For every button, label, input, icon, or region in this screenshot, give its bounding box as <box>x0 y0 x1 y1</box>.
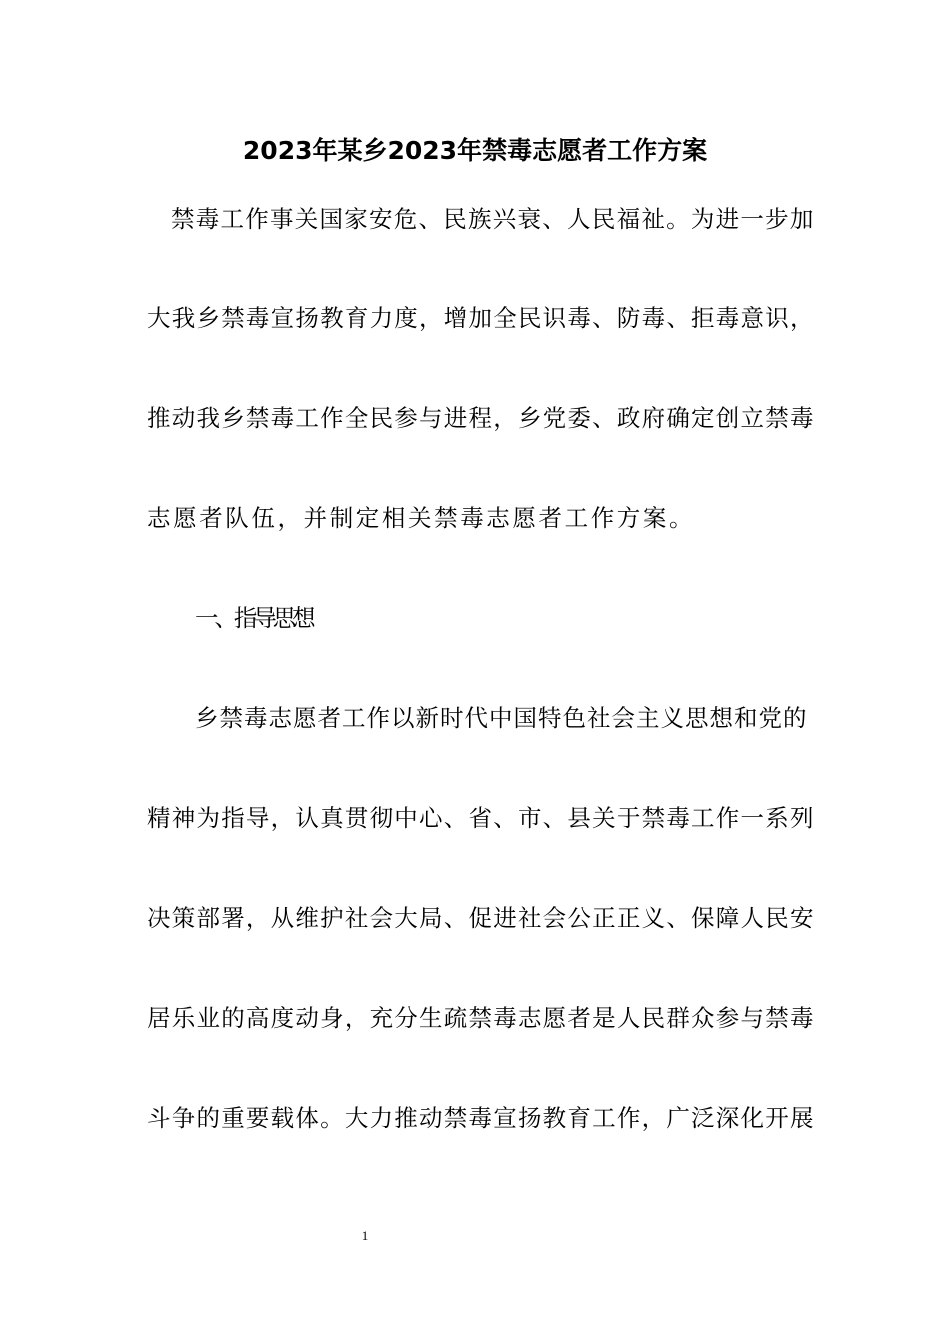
paragraph-line: 居乐业的高度动身，充分生疏禁毒志愿者是人民群众参与禁毒 <box>147 1004 815 1032</box>
paragraph-line: 乡禁毒志愿者工作以新时代中国特色社会主义思想和党的 <box>195 704 808 732</box>
section-heading: 一、指导思想 <box>195 604 312 632</box>
paragraph-line: 志愿者队伍，并制定相关禁毒志愿者工作方案。 <box>147 504 696 532</box>
paragraph-line: 决策部署，从维护社会大局、促进社会公正正义、保障人民安 <box>147 904 815 932</box>
paragraph-line: 精神为指导，认真贯彻中心、省、市、县关于禁毒工作一系列 <box>147 804 815 832</box>
paragraph-line: 禁毒工作事关国家安危、民族兴衰、人民福祉。为进一步加 <box>171 205 815 233</box>
document-title: 2023年某乡2023年禁毒志愿者工作方案 <box>242 136 708 165</box>
paragraph-line: 推动我乡禁毒工作全民参与进程，乡党委、政府确定创立禁毒 <box>147 404 815 432</box>
paragraph-line: 大我乡禁毒宣扬教育力度，增加全民识毒、防毒、拒毒意识， <box>147 304 815 332</box>
paragraph-line: 斗争的重要载体。大力推动禁毒宣扬教育工作，广泛深化开展 <box>147 1104 815 1132</box>
page-number: 1 <box>361 1228 369 1243</box>
